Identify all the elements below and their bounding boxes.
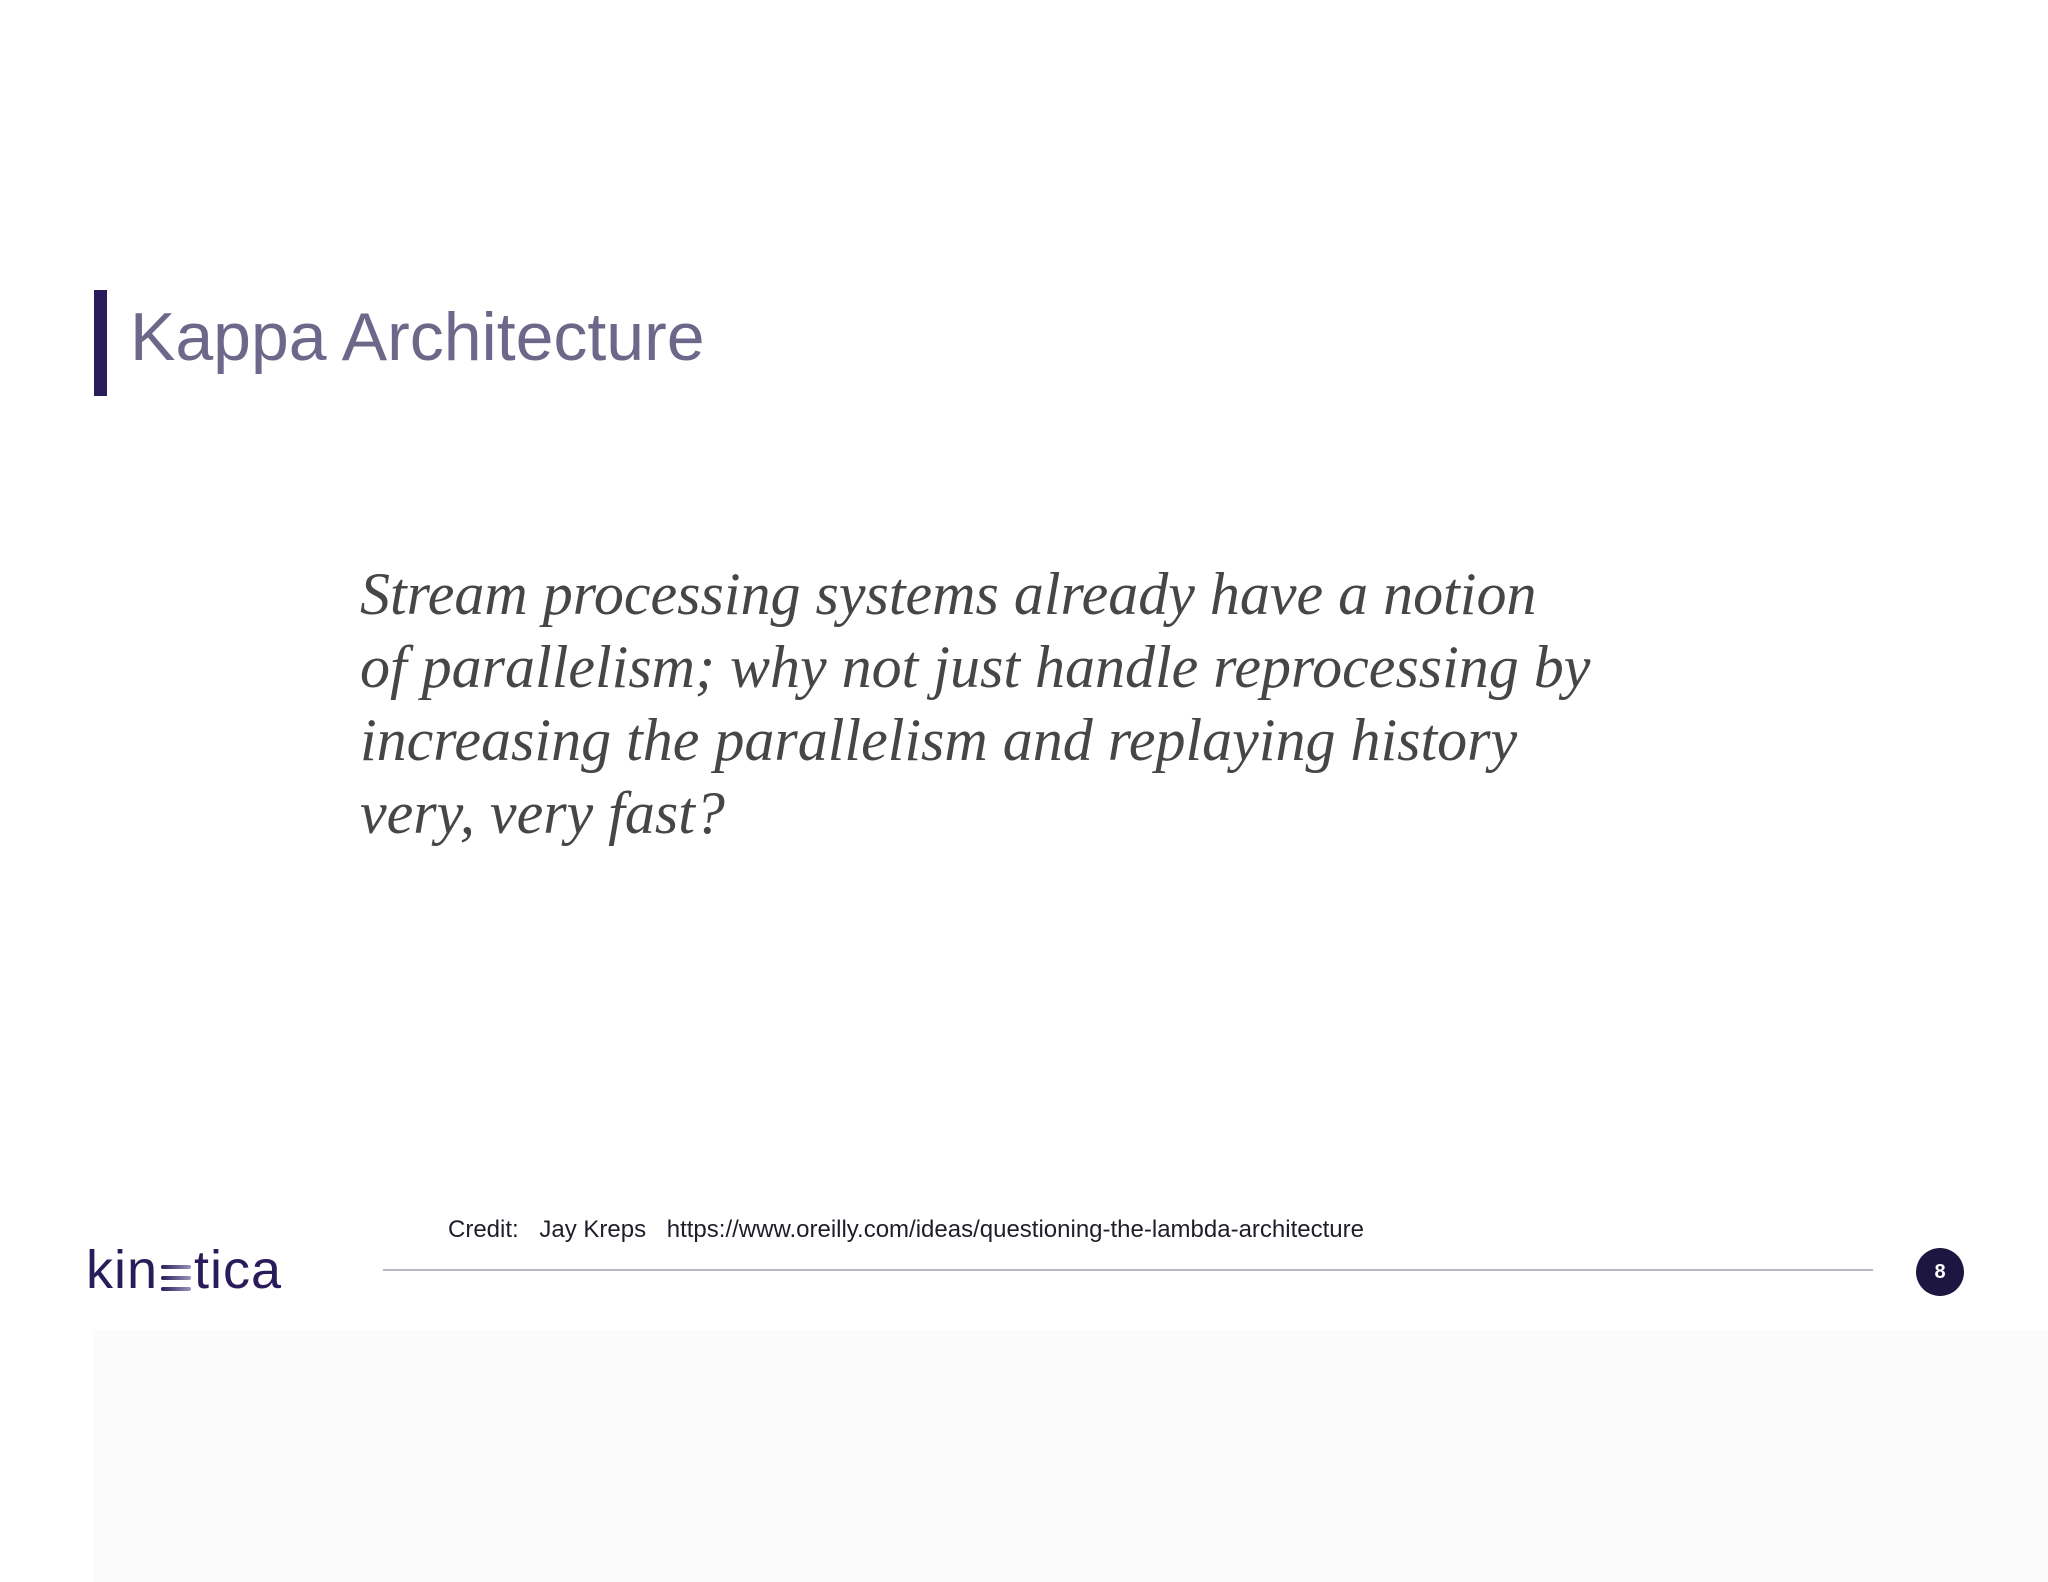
credit-line <box>448 1216 1364 1244</box>
background-band <box>93 1330 2048 1582</box>
quote-line: Stream processing systems already have a notion <box>360 561 1537 627</box>
quote-line: very, very fast? <box>360 780 725 846</box>
title-accent-bar <box>94 290 107 396</box>
kinetica-logo <box>86 1240 283 1300</box>
logo-e-bars-icon <box>161 1265 191 1291</box>
quote-line: increasing the parallelism and replaying history <box>360 707 1518 773</box>
credit-url[interactable]: https://www.oreilly.com/ideas/questioning-the-lambda-architecture <box>666 1216 1364 1243</box>
credit-label: Credit: <box>448 1216 519 1243</box>
footer-divider <box>383 1269 1873 1271</box>
logo-text-right: tica <box>194 1240 283 1300</box>
slide-title: Kappa Architecture <box>130 299 705 375</box>
quote <box>360 558 1660 850</box>
page-number-badge: 8 <box>1916 1248 1964 1296</box>
quote-line: of parallelism; why not just handle reprocessing by <box>360 634 1591 700</box>
credit-author: Jay Kreps <box>539 1216 647 1243</box>
logo-text-left: kin <box>86 1240 159 1300</box>
